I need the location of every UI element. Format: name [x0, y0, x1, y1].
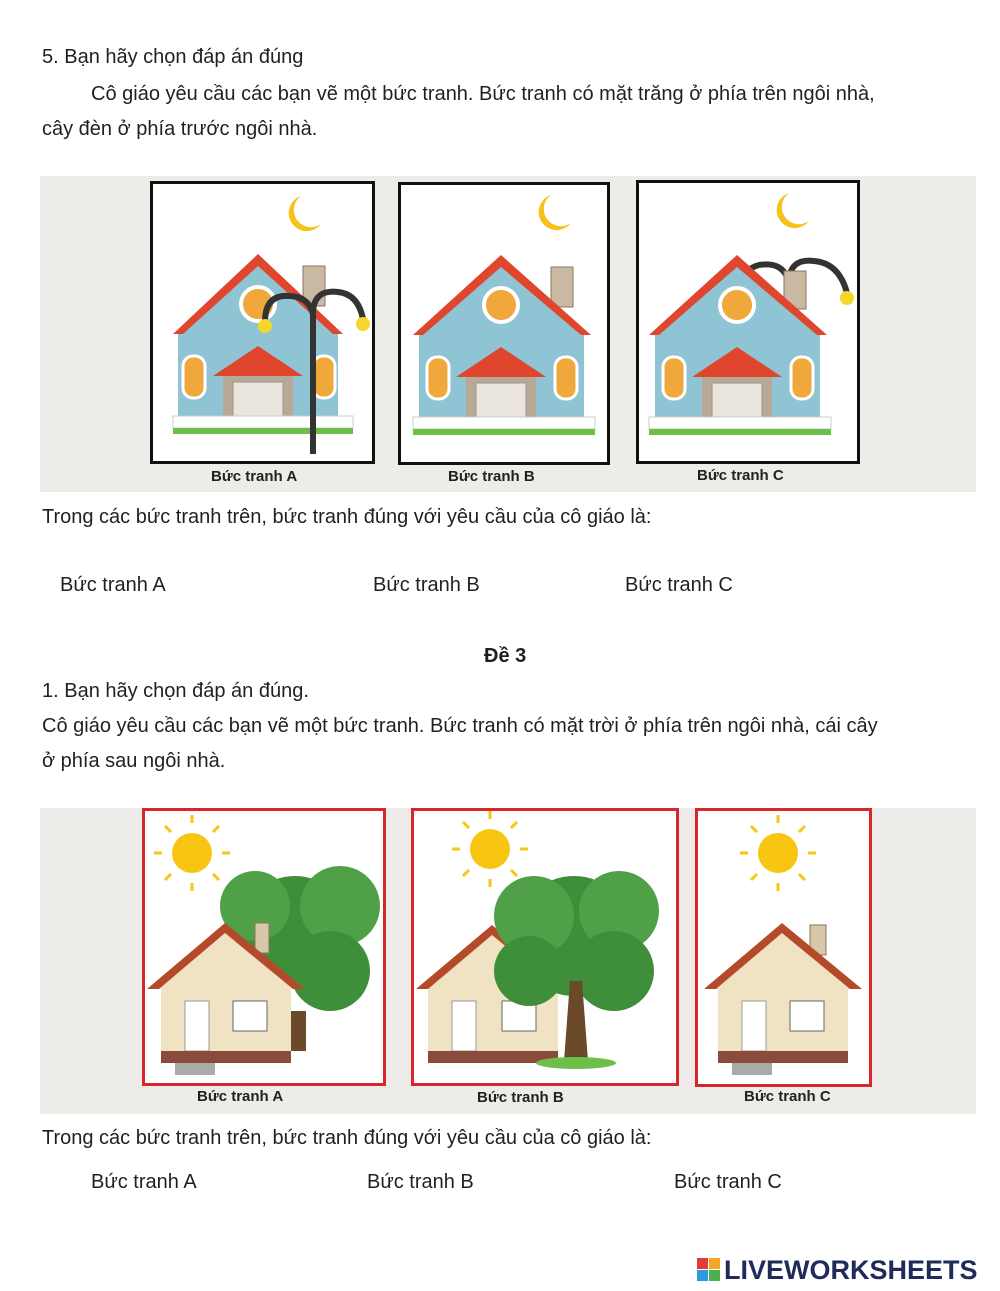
moon-icon — [289, 196, 321, 231]
q5-question: Trong các bức tranh trên, bức tranh đúng với yêu cầu của cô giáo là: — [42, 506, 652, 528]
house-sun-tree-behind-illustration — [145, 811, 383, 1083]
q5-caption-b: Bức tranh B — [448, 468, 535, 485]
de3-option-b[interactable]: Bức tranh B — [367, 1171, 474, 1193]
house-sun-illustration — [698, 811, 869, 1084]
q5-picture-b — [398, 182, 610, 465]
sun-icon — [452, 811, 528, 887]
section-heading: Đề 3 — [484, 645, 527, 667]
sun-icon — [154, 815, 230, 891]
de3-picture-a — [142, 808, 386, 1086]
q5-option-a[interactable]: Bức tranh A — [60, 574, 166, 596]
de3-picture-b — [411, 808, 679, 1086]
q5-caption-c: Bức tranh C — [697, 467, 784, 484]
de3-question: Trong các bức tranh trên, bức tranh đúng với yêu cầu của cô giáo là: — [42, 1127, 652, 1149]
house-moon-illustration — [401, 185, 607, 462]
moon-icon — [777, 193, 809, 228]
q5-paragraph-line1: Cô giáo yêu cầu các bạn vẽ một bức tranh. Bức tranh có mặt trăng ở phía trên ngôi nhà, — [91, 83, 875, 105]
q5-caption-a: Bức tranh A — [211, 468, 298, 485]
de3-picture-c — [695, 808, 872, 1087]
q5-picture-c — [636, 180, 860, 464]
liveworksheets-logo-icon — [697, 1254, 721, 1288]
q5-title: 5. Bạn hãy chọn đáp án đúng — [42, 46, 304, 68]
de3-caption-c: Bức tranh C — [744, 1088, 831, 1105]
de3-paragraph-line1: Cô giáo yêu cầu các bạn vẽ một bức tranh. Bức tranh có mặt trời ở phía trên ngôi nhà, cái cây — [42, 715, 878, 737]
house-sun-tree-front-illustration — [414, 811, 676, 1083]
house-moon-lamp-behind-illustration — [639, 183, 857, 461]
q5-picture-a — [150, 181, 375, 464]
de3-option-c[interactable]: Bức tranh C — [674, 1171, 782, 1193]
house-moon-lamp-front-illustration — [153, 184, 372, 461]
q5-paragraph-line2: cây đèn ở phía trước ngôi nhà. — [42, 118, 318, 140]
liveworksheets-logo-text: LIVEWORKSHEETS — [724, 1255, 978, 1285]
de3-caption-b: Bức tranh B — [477, 1089, 564, 1106]
de3-option-a[interactable]: Bức tranh A — [91, 1171, 197, 1193]
de3-paragraph-line2: ở phía sau ngôi nhà. — [42, 750, 226, 772]
q5-option-b[interactable]: Bức tranh B — [373, 574, 480, 596]
de3-q1-title: 1. Bạn hãy chọn đáp án đúng. — [42, 680, 309, 702]
sun-icon — [740, 815, 816, 891]
de3-caption-a: Bức tranh A — [197, 1088, 284, 1105]
moon-icon — [539, 195, 571, 230]
q5-option-c[interactable]: Bức tranh C — [625, 574, 733, 596]
